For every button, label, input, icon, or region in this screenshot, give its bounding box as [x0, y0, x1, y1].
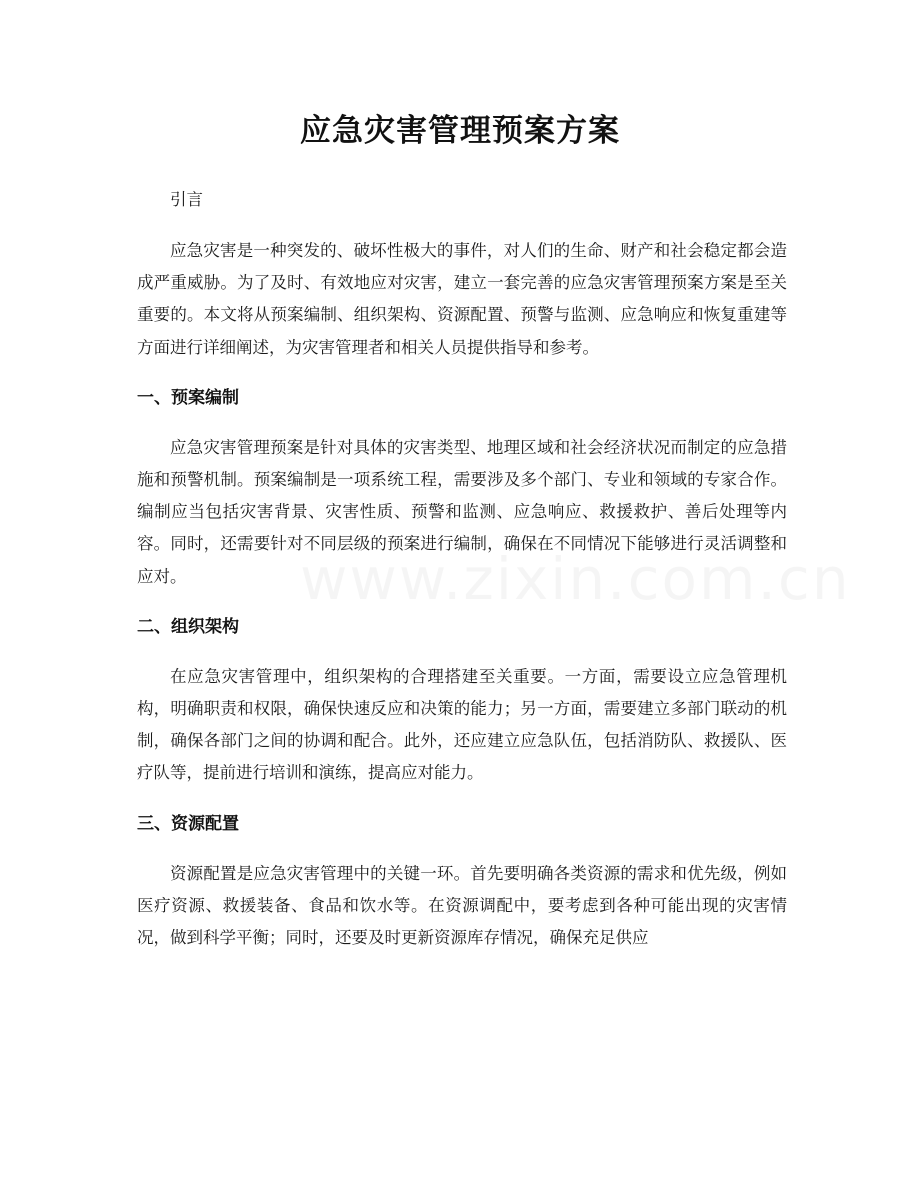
section-heading-resources: 三、资源配置 — [137, 813, 239, 834]
section-paragraph-plan-compilation: 应急灾害管理预案是针对具体的灾害类型、地理区域和社会经济状况而制定的应急措施和预警机制。预案编制是一项系统工程，需要涉及多个部门、专业和领域的专家合作。编制应当包括灾害背景、灾害性质、预警和监测、应急响应、救援救护、善后处理等内容。同时，还需要针对不同层级的预案进行编制，确保在不同情况下能够进行灵活调整和应对。 — [137, 437, 787, 586]
intro-paragraph: 应急灾害是一种突发的、破坏性极大的事件，对人们的生命、财产和社会稳定都会造成严重威胁。为了及时、有效地应对灾害，建立一套完善的应急灾害管理预案方案是至关重要的。本文将从预案编制、组织架构、资源配置、预警与监测、应急响应和恢复重建等方面进行详细阐述，为灾害管理者和相关人员提供指导和参考。 — [137, 241, 787, 357]
section-heading-plan-compilation: 一、预案编制 — [137, 387, 239, 408]
document-body — [137, 184, 787, 954]
document-title: 应急灾害管理预案方案 — [300, 113, 620, 149]
section-paragraph-resources: 资源配置是应急灾害管理中的关键一环。首先要明确各类资源的需求和优先级，例如医疗资源、救援装备、食品和饮水等。在资源调配中，要考虑到各种可能出现的灾害情况，做到科学平衡；同时，还要及时更新资源库存情况，确保充足供应 — [137, 863, 787, 948]
section-paragraph-organization: 在应急灾害管理中，组织架构的合理搭建至关重要。一方面，需要设立应急管理机构，明确职责和权限，确保快速反应和决策的能力；另一方面，需要建立多部门联动的机制，确保各部门之间的协调和配合。此外，还应建立应急队伍，包括消防队、救援队、医疗队等，提前进行培训和演练，提高应对能力。 — [137, 666, 787, 783]
section-heading-organization: 二、组织架构 — [137, 616, 239, 637]
intro-label: 引言 — [170, 190, 203, 209]
